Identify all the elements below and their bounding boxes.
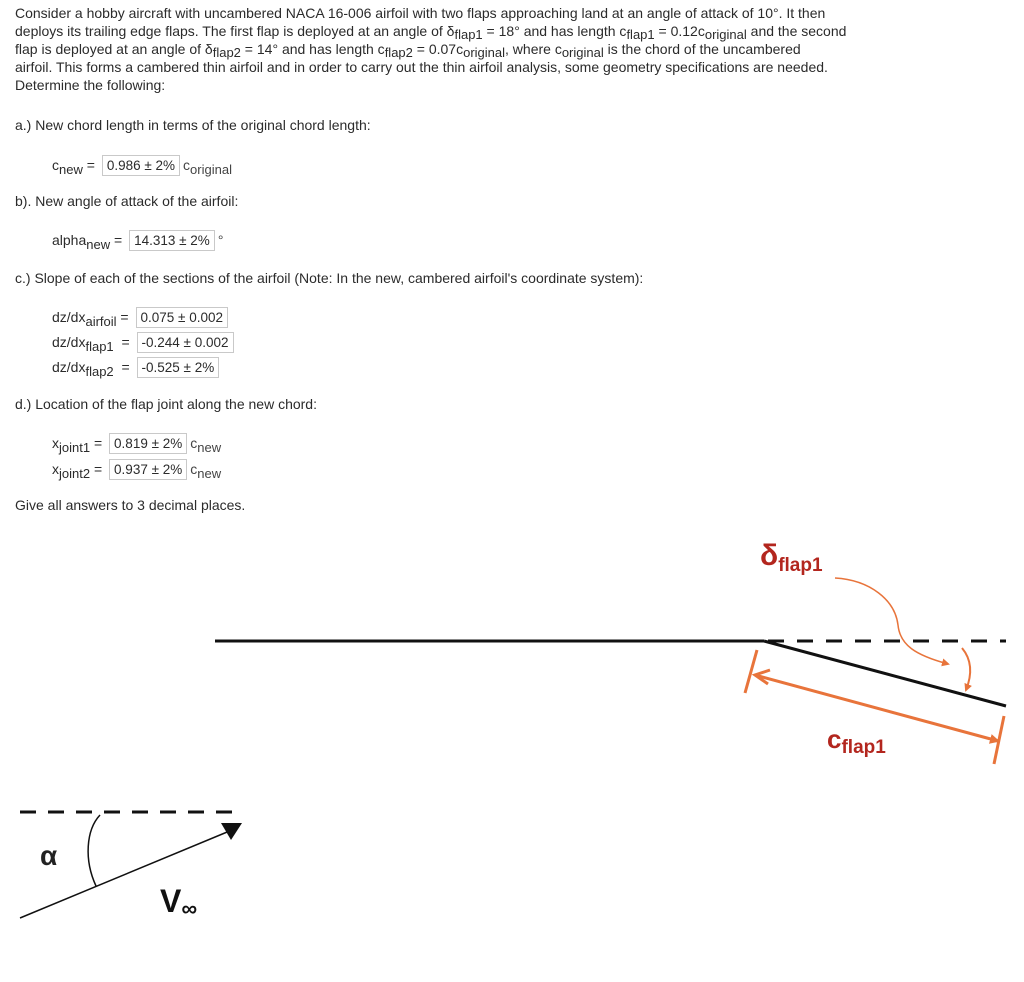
unit-degree: ° [217, 232, 224, 248]
answer-d-joint2-box[interactable]: 0.937 ± 2% [109, 459, 187, 480]
c-flap1-label: cflap1 [827, 724, 886, 758]
alpha-label: α [40, 840, 58, 871]
answer-c-row-flap2: $dz/dx_{flap2} = -0.525 \pm 2\%$ [52, 357, 222, 378]
delta-pointer-curve [835, 578, 948, 664]
var-dzdx-flap1: $dz/dx_{flap1}$ [52, 334, 114, 354]
answer-b-row: alpha$_{new}$ = 14.313 ± 2% ° [52, 232, 224, 252]
question-b-label: b). New angle of attack of the airfoil: [15, 193, 239, 209]
var-c-new: $c_{new}$ [52, 157, 83, 177]
var-dzdx-airfoil: $dz/dx_{airfoil}$ [52, 309, 117, 329]
answer-c-flap2-box[interactable]: -0.525 ± 2% [137, 357, 220, 378]
answer-d-row-joint1: $x_{joint1} = 0.819 \pm 2\%$ $c_{new}$ [52, 435, 222, 455]
var-x-joint2: $x_{joint2}$ [52, 461, 91, 481]
answer-d-row-joint2: $x_{joint2} = 0.937 \pm 2\%$ $c_{new}$ [52, 461, 222, 481]
problem-line-4: airfoil. This forms a cambered thin airfoil and in order to carry out the thin airfoil analysis, some geometry specifications are needed. [15, 59, 828, 75]
answer-c-airfoil-box[interactable]: 0.075 ± 0.002 [136, 307, 228, 328]
var-alpha-new: alpha$_{new}$ [52, 232, 111, 252]
flap-length-arrow [755, 675, 998, 741]
problem-line-5: Determine the following: [15, 77, 166, 93]
unit-c-original: $c_{original}$ [183, 157, 232, 177]
question-c-label: c.) Slope of each of the sections of the airfoil (Note: In the new, cambered airfoil's coordinate system): [15, 270, 644, 286]
problem-line-2: deploys its trailing edge flaps. The first flap is deployed at an angle of $\delta_{flap1} = 18^\circ$ and has length $c_{flap1} = 0.12c_{original}$ and the second [15, 23, 847, 42]
answer-c-row-airfoil: $dz/dx_{airfoil} = 0.075 \pm 0.002$ [52, 307, 231, 328]
velocity-arrowhead [221, 823, 242, 840]
question-a-label: a.) New chord length in terms of the original chord length: [15, 117, 371, 133]
problem-line-3: flap is deployed at an angle of $\delta_{flap2} = 14^\circ$ and has length $c_{flap2} = 0.07c_{original}$, where $c_{original}$ is the chord of the uncambered [15, 41, 801, 60]
delta-flap1-label: $\delta_{flap1}$ [760, 539, 823, 576]
v-infinity-label: V∞ [160, 883, 198, 921]
unit-c-new-1: $c_{new}$ [190, 435, 222, 455]
flap-length-tick-left [745, 650, 757, 693]
unit-c-new-2: $c_{new}$ [190, 461, 222, 481]
alpha-arc [88, 815, 100, 886]
question-d-label: d.) Location of the flap joint along the new chord: [15, 396, 317, 412]
problem-line-1: Consider a hobby aircraft with uncambered NACA 16-006 airfoil with two flaps approaching land at an angle of attack of 10°. It then [15, 5, 826, 21]
var-x-joint1: $x_{joint1}$ [52, 435, 91, 455]
var-dzdx-flap2: $dz/dx_{flap2}$ [52, 359, 114, 379]
answer-b-box[interactable]: 14.313 ± 2% [129, 230, 215, 251]
answer-a-row: $c_{new} = 0.986 \pm 2\%$ $c_{original}$ [52, 157, 232, 177]
footer-note: Give all answers to 3 decimal places. [15, 497, 246, 513]
delta-angle-arc [962, 648, 970, 690]
answer-c-flap1-box[interactable]: -0.244 ± 0.002 [137, 332, 234, 353]
answer-d-joint1-box[interactable]: 0.819 ± 2% [109, 433, 187, 454]
answer-a-box[interactable]: 0.986 ± 2% [102, 155, 180, 176]
answer-c-row-flap1: $dz/dx_{flap1} = -0.244 \pm 0.002$ [52, 332, 237, 353]
